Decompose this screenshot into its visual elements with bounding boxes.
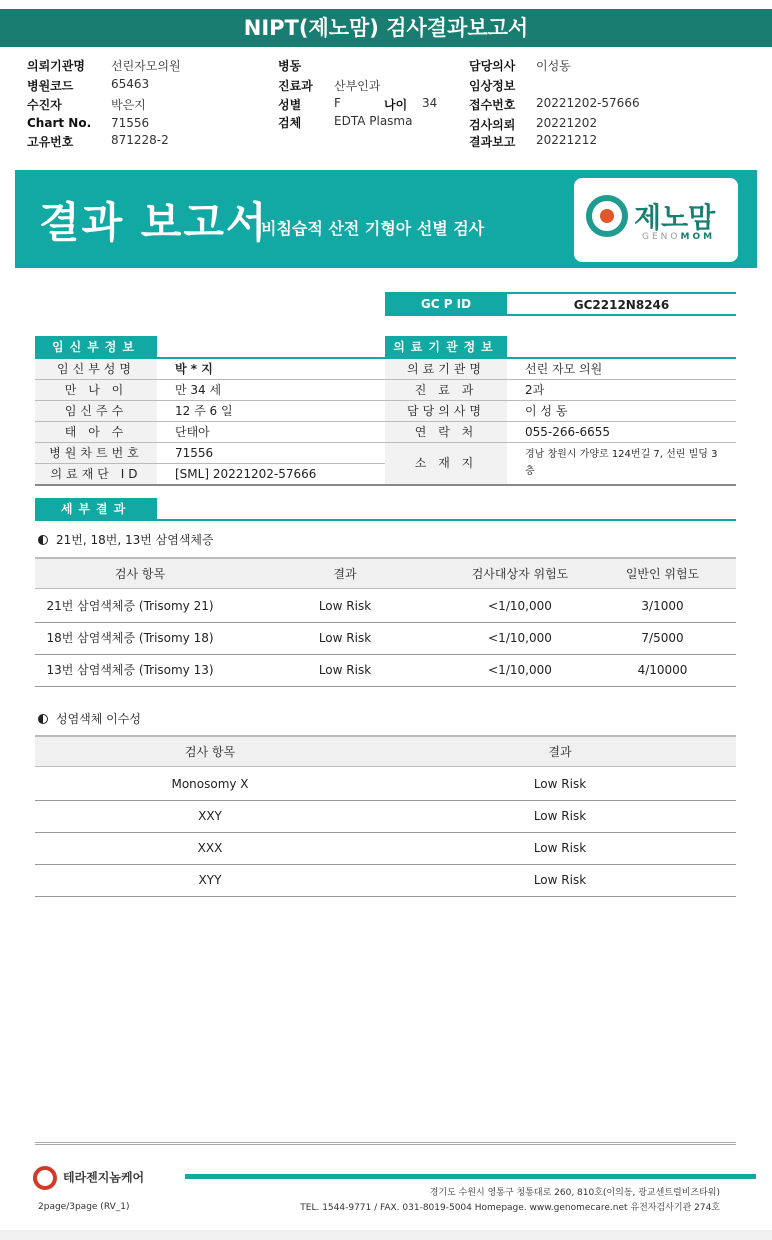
patient-info-row — [35, 422, 385, 443]
column-header: 검사 항목 — [114, 567, 166, 581]
table-row — [35, 655, 736, 687]
summary-value: EDTA Plasma — [334, 114, 413, 128]
patient-info-row — [35, 443, 385, 464]
patient-info-row — [35, 464, 385, 485]
age-value: 34 — [422, 96, 438, 110]
logo-english-b: MOM — [680, 232, 716, 242]
table-cell: <1/10,000 — [488, 663, 552, 677]
summary-value: 20221202 — [536, 116, 598, 130]
table-cell: Low Risk — [318, 631, 372, 645]
hospital-info-row — [385, 422, 736, 443]
logo-english-a: GENO — [642, 232, 681, 242]
table-cell: XYY — [198, 873, 222, 887]
table-cell: Low Risk — [533, 809, 587, 823]
company-logo — [33, 1166, 144, 1190]
table-cell: 4/10000 — [637, 663, 688, 677]
summary-value: 71556 — [111, 116, 150, 130]
trisomy-heading-text: 21번, 18번, 13번 삼염색체증 — [56, 533, 214, 547]
summary-value: F — [334, 96, 341, 110]
logo-name: 제노맘 — [634, 201, 716, 234]
column-header: 검사대상자 위험도 — [471, 567, 569, 581]
table-cell: Low Risk — [533, 873, 587, 887]
info-value — [525, 446, 717, 480]
genomom-logo-icon — [586, 195, 628, 237]
summary-value: 20221212 — [536, 133, 598, 147]
info-key: 진 료 과 — [385, 380, 507, 400]
hospital-info-row — [385, 443, 736, 486]
summary-value: 20221202-57666 — [536, 96, 640, 110]
info-value: 단태아 — [175, 425, 210, 439]
patient-info-row — [35, 401, 385, 422]
half-circle-icon — [38, 535, 48, 545]
table-cell: 7/5000 — [641, 631, 684, 645]
summary-label: 수진자 — [27, 98, 62, 112]
table-cell: Low Risk — [318, 599, 372, 613]
column-header: 검사 항목 — [184, 745, 236, 759]
summary-label: 병원코드 — [27, 79, 74, 93]
summary-label: 의뢰기관명 — [27, 59, 85, 73]
table-cell: Monosomy X — [171, 777, 249, 791]
gcpid-value: GC2212N8246 — [507, 294, 736, 316]
patient-info-title: 임신부정보 — [35, 336, 157, 358]
info-value: 이 성 동 — [525, 404, 568, 418]
summary-label: 검사의뢰 — [469, 118, 516, 132]
table-cell: 18번 삼염색체증 (Trisomy 18) — [46, 631, 214, 645]
footer-address — [300, 1186, 720, 1216]
table-row — [35, 591, 736, 623]
summary-label: 임상정보 — [469, 79, 516, 93]
table-cell: Low Risk — [533, 777, 587, 791]
address-line: 층 — [525, 466, 535, 477]
gcpid-label: GC P ID — [385, 292, 507, 316]
info-key: 의료기관명 — [385, 359, 507, 379]
info-key: 태 아 수 — [35, 422, 157, 442]
genomom-logo — [574, 178, 738, 262]
half-circle-icon — [38, 714, 48, 724]
table-cell: Low Risk — [533, 841, 587, 855]
report-title: 결과 보고서 — [39, 198, 269, 247]
address-text: 경기도 수원시 영통구 청통대로 260, 810호(이의동, 광교센트럴비즈타워) — [429, 1188, 720, 1198]
table-row — [35, 623, 736, 655]
summary-value: 이성동 — [536, 59, 571, 73]
contact-text: TEL. 1544-9771 / FAX. 031-8019-5004 Homepage. www.genomecare.net 유전자검사기관 274호 — [300, 1203, 720, 1213]
patient-info-row — [35, 380, 385, 401]
summary-value: 박은지 — [111, 98, 146, 112]
report-subtitle: 비침습적 산전 기형아 선별 검사 — [261, 219, 485, 238]
info-key: 연 락 처 — [385, 422, 507, 442]
table-row — [35, 801, 736, 833]
info-value: 055-266-6655 — [525, 425, 611, 439]
summary-value: 871228-2 — [111, 133, 169, 147]
summary-label: 검체 — [278, 116, 302, 130]
info-value: 2과 — [525, 383, 545, 397]
trisomy-table — [35, 557, 736, 687]
summary-label: 고유번호 — [27, 135, 74, 149]
table-cell: 13번 삼염색체증 (Trisomy 13) — [46, 663, 214, 677]
details-title: 세부결과 — [35, 498, 157, 520]
table-row — [35, 769, 736, 801]
table-header — [35, 735, 736, 767]
hospital-info-row — [385, 359, 736, 380]
patient-info-bottom-line — [35, 484, 385, 486]
table-header — [35, 557, 736, 589]
summary-value: 65463 — [111, 77, 150, 91]
logo-english — [642, 232, 715, 242]
hospital-info-row — [385, 380, 736, 401]
table-row — [35, 833, 736, 865]
table-cell: <1/10,000 — [488, 631, 552, 645]
column-header: 결과 — [548, 745, 572, 759]
column-header: 결과 — [333, 567, 357, 581]
summary-label: Chart No. — [27, 116, 92, 130]
info-key: 임신부성명 — [35, 359, 157, 379]
table-cell: <1/10,000 — [488, 599, 552, 613]
table-cell: Low Risk — [318, 663, 372, 677]
report-page — [0, 164, 772, 1230]
footer-bar — [185, 1174, 756, 1179]
info-key: 임신주수 — [35, 401, 157, 421]
details-line — [35, 519, 736, 521]
info-key: 소 재 지 — [385, 443, 507, 484]
hospital-info-row — [385, 401, 736, 422]
info-key: 만 나 이 — [35, 380, 157, 400]
page-number: 2page/3page (RV_1) — [38, 1202, 130, 1212]
sex-chromosome-table — [35, 735, 736, 899]
sex-chromosome-heading — [38, 710, 141, 727]
table-row — [35, 865, 736, 897]
info-value: 71556 — [175, 446, 214, 460]
info-key: 병원차트번호 — [35, 443, 157, 463]
table-cell: 21번 삼염색체증 (Trisomy 21) — [46, 599, 214, 613]
summary-label: 진료과 — [278, 79, 313, 93]
patient-info-row — [35, 359, 385, 380]
title-bar — [0, 0, 772, 50]
info-value: 12 주 6 일 — [175, 404, 233, 418]
company-logo-icon — [33, 1166, 57, 1190]
table-cell: XXY — [198, 809, 222, 823]
info-value: 선린 자모 의원 — [525, 362, 603, 376]
summary-value: 선린자모의원 — [111, 59, 181, 73]
info-value: 만 34 세 — [175, 383, 222, 397]
sex-chromosome-heading-text: 성염색체 이수성 — [56, 712, 141, 726]
summary-label: 담당의사 — [469, 59, 516, 73]
column-header: 일반인 위험도 — [625, 567, 700, 581]
company-name: 테라젠지놈케어 — [63, 1170, 145, 1185]
info-value: 박 * 지 — [175, 362, 213, 376]
hospital-info-title: 의료기관정보 — [385, 336, 507, 358]
table-cell: XXX — [197, 841, 223, 855]
report-banner — [15, 170, 757, 268]
address-line: 경남 창원시 가양로 124번길 7, 선린 빌딩 3 — [525, 449, 718, 460]
summary-label: 결과보고 — [469, 135, 516, 149]
table-cell: 3/1000 — [641, 599, 684, 613]
info-key: 담당의사명 — [385, 401, 507, 421]
info-value: [SML] 20221202-57666 — [175, 467, 317, 481]
window-title: NIPT(제노맘) 검사결과보고서 — [0, 9, 772, 47]
trisomy-heading — [38, 531, 214, 548]
patient-summary-header — [0, 50, 772, 164]
age-label: 나이 — [384, 98, 408, 112]
summary-label: 접수번호 — [469, 98, 516, 112]
info-key: 의료재단 ID — [35, 464, 157, 484]
summary-label: 성별 — [278, 98, 302, 112]
summary-value: 산부인과 — [334, 79, 381, 93]
summary-label: 병동 — [278, 59, 302, 73]
footer-divider — [35, 1142, 736, 1145]
